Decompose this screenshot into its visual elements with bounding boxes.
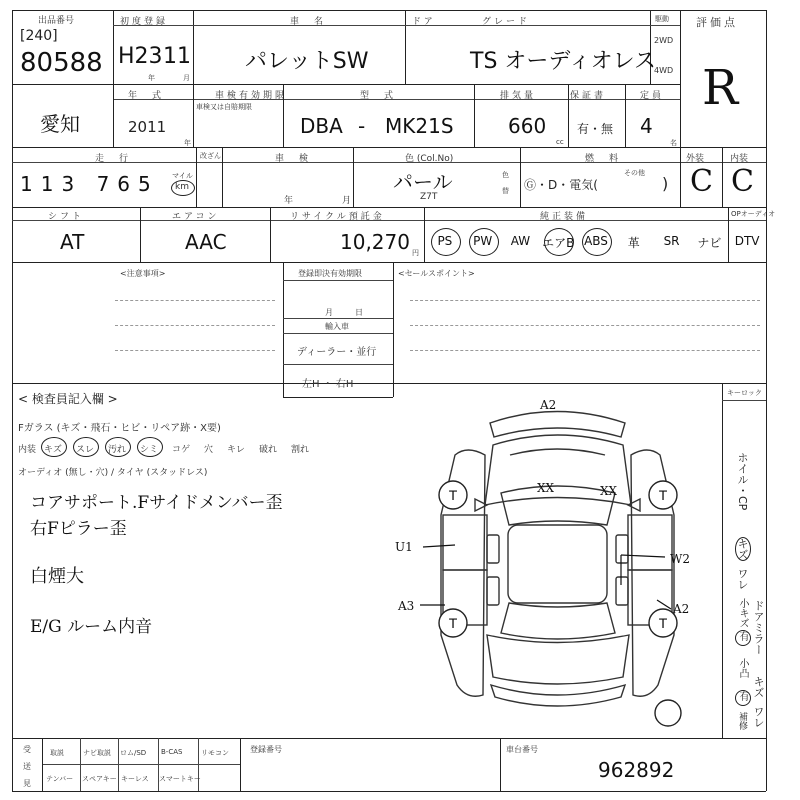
exterior-label: 外装: [686, 154, 705, 164]
handle: 左H ・ 右H: [302, 379, 354, 390]
color-code: Z7T: [420, 192, 438, 202]
frame-bottom: [12, 791, 766, 792]
interior-item: 割れ: [291, 445, 310, 455]
drive-2wd: 2WD: [654, 36, 674, 45]
divider: [240, 738, 241, 791]
divider: [115, 325, 275, 326]
divider: [113, 25, 680, 26]
divider: [118, 738, 119, 791]
inspection-label: 車 検: [275, 154, 312, 164]
key-panel-yes: 有: [737, 691, 748, 701]
divider: [283, 364, 393, 365]
footer-item: スマートキー: [159, 775, 201, 783]
footer-item: ロム/SD: [120, 749, 147, 757]
year-label: 年 式: [128, 91, 165, 101]
footer-left-2: 送: [23, 762, 31, 771]
inspection-month: 月: [342, 196, 352, 206]
divider: [283, 397, 393, 398]
interior-circle: [137, 437, 163, 457]
mileage-unit-km: km: [175, 182, 189, 192]
equipment-circle: [544, 228, 574, 256]
damage-mark-right: W2: [670, 552, 690, 566]
grade-label: グレード: [482, 17, 531, 27]
interior-circle: [73, 437, 99, 457]
divider: [113, 10, 114, 84]
displacement-unit: cc: [556, 138, 564, 146]
seal-label: 登録番号: [250, 745, 282, 754]
equipment-circle: [431, 228, 461, 256]
region: 愛知: [40, 112, 80, 136]
grade: TS オーディオレス: [470, 49, 656, 74]
interior-circle: [105, 437, 131, 457]
remarks-label: <注意事項>: [120, 269, 166, 278]
ac-label: エアコン: [172, 212, 220, 222]
month-label: 月: [325, 308, 333, 317]
recycle-fee: 10,270: [340, 230, 410, 254]
lot-number: 80588: [20, 48, 103, 78]
day-label: 日: [355, 308, 363, 317]
key-panel-mirror: ドアミラー: [752, 600, 765, 655]
interior-item: 汚れ: [108, 445, 127, 455]
fuel-other: その他: [624, 169, 645, 177]
equipment-item: 革: [627, 236, 640, 250]
equipment-item: DTV: [734, 234, 760, 248]
capacity-label: 定員: [640, 91, 665, 101]
warranty-label: 保証書: [570, 91, 607, 101]
exterior: C: [690, 164, 713, 199]
divider: [680, 10, 681, 147]
key-panel-scratch-2: キズ: [752, 676, 765, 698]
damage-mark-pillar: XX: [600, 484, 618, 498]
divider: [424, 207, 425, 262]
interior-item: キズ: [44, 445, 62, 455]
model-label: 型 式: [360, 91, 397, 101]
divider: [12, 738, 766, 739]
extra-label: OPオーディオ: [731, 210, 776, 218]
interior-item: キレ: [227, 445, 245, 455]
tire-mark: T: [448, 615, 458, 631]
equipment-item: PW: [473, 234, 493, 248]
divider: [283, 280, 393, 281]
interior-circle: [41, 437, 67, 457]
expiry-sub: 車検又は自賠期限: [196, 103, 252, 111]
equipment-item: SR: [663, 234, 680, 248]
equipment-item: ABS: [584, 234, 608, 248]
inspection-record-label: 登録即決有効期限: [298, 269, 362, 278]
year: 2011: [128, 118, 167, 136]
divider: [680, 147, 681, 207]
mileage-digit: 6: [117, 172, 139, 196]
displacement: 660: [508, 114, 547, 138]
shift-label: シフト: [48, 212, 85, 222]
divider: [193, 10, 194, 84]
first-reg-label: 初度登録: [120, 17, 169, 27]
warranty-value: 有・無: [577, 122, 614, 136]
damage-mark-roof: XX: [537, 481, 555, 495]
equipment-item: エアB: [542, 236, 575, 250]
divider: [12, 262, 766, 263]
divider: [393, 262, 394, 397]
interior-item: 破れ: [259, 445, 278, 455]
sales-point-label: <セールスポイント>: [398, 269, 475, 278]
divider: [12, 220, 766, 221]
chassis-number: 962892: [598, 758, 675, 782]
inspection-year: 年: [284, 196, 294, 206]
divider: [722, 383, 723, 738]
inspector-line3: オーディオ (無し・穴) / タイヤ (スタッドレス): [18, 468, 208, 478]
divider: [42, 738, 43, 791]
fuel-close: ): [662, 174, 669, 193]
color: パール: [393, 170, 453, 194]
divider: [568, 84, 569, 147]
divider: [42, 764, 240, 765]
divider: [722, 147, 723, 207]
handwritten-note-4: E/G ルーム内音: [30, 617, 153, 637]
shift: AT: [60, 230, 85, 254]
displacement-label: 排気量: [500, 91, 537, 101]
divider: [270, 207, 271, 262]
ac: AAC: [185, 230, 227, 254]
tire-mark: T: [658, 615, 668, 631]
drive-label: 駆動: [655, 15, 669, 23]
mileage-unit-mile: マイル: [172, 172, 193, 180]
divider: [283, 333, 393, 334]
recycle-label: リサイクル預託金: [290, 212, 385, 222]
first-reg-month-unit: 月: [183, 74, 190, 82]
mileage-digit: 7: [96, 172, 118, 196]
inspector-line2-label: 内装: [18, 445, 37, 455]
equip-label: 純正装備: [540, 212, 589, 222]
recycle-unit: 円: [412, 249, 419, 257]
chassis-label: 車台番号: [506, 745, 538, 754]
divider: [115, 300, 275, 301]
divider: [80, 738, 81, 791]
tire-mark: T: [658, 487, 668, 503]
interior-item: 穴: [204, 445, 214, 455]
divider: [283, 318, 393, 319]
footer-item: キーレス: [121, 775, 149, 783]
color-label: 色 (Col.No): [405, 154, 454, 164]
expiry-label: 車検有効期限: [215, 91, 288, 101]
divider: [222, 147, 223, 207]
divider: [474, 84, 475, 147]
divider: [625, 84, 626, 147]
divider: [410, 325, 760, 326]
import-label: 輸入車: [325, 322, 349, 331]
damage-mark-right-low: A2: [673, 602, 690, 616]
year-unit: 年: [184, 139, 191, 147]
damage-mark-left: U1: [395, 540, 413, 554]
mileage-digit: 1: [40, 172, 62, 196]
divider: [410, 350, 760, 351]
divider: [113, 84, 114, 147]
lot-label: 出品番号: [38, 16, 75, 26]
mileage: [20, 172, 159, 196]
lot-bracket: [240]: [20, 28, 58, 44]
key-panel-repair: 補修: [737, 712, 747, 730]
divider: [12, 383, 766, 384]
divider: [353, 147, 354, 207]
footer-item: リモコン: [201, 749, 229, 757]
mileage-digit: 1: [20, 172, 41, 196]
key-panel-wheel: ホイル・CP: [736, 452, 749, 511]
handwritten-note-1: コアサポート.Fサイドメンバー歪: [30, 493, 283, 513]
footer-item: テンバー: [46, 775, 74, 783]
divider: [500, 738, 501, 791]
first-reg-month: 11: [163, 44, 191, 69]
fuel-label: 燃 料: [585, 154, 622, 164]
inspector-title: < 検査員記入欄 >: [18, 392, 118, 406]
round-stamp: [655, 700, 681, 726]
divider: [12, 147, 766, 148]
drive-4wd: 4WD: [654, 66, 674, 75]
footer-item: B-CAS: [161, 748, 183, 756]
frame-left: [12, 10, 13, 791]
footer-left-1: 受: [23, 745, 31, 754]
equipment-circle: [469, 228, 499, 256]
divider: [520, 147, 521, 207]
model-prefix: DBA: [300, 114, 343, 138]
interior-item: スレ: [76, 445, 95, 455]
divider: [405, 10, 406, 84]
first-reg-year-unit: 年: [148, 74, 155, 82]
model-code: MK21S: [385, 114, 454, 138]
inspector-line1: Fガラス (キズ・飛石・ヒビ・リペア跡・X要): [18, 423, 221, 434]
capacity-unit: 名: [670, 139, 677, 147]
door-label: ドア: [412, 17, 436, 27]
divider: [722, 400, 766, 401]
fuel-options: Ⓖ・D・電気(: [524, 178, 598, 192]
frame-right: [766, 10, 767, 791]
divider: [193, 84, 194, 147]
key-panel-crack: ワレ: [736, 568, 749, 590]
key-panel-crack-2: ワレ: [752, 706, 765, 728]
meter-label: 改ざん: [200, 152, 221, 160]
divider: [115, 350, 275, 351]
score: R: [702, 60, 739, 116]
equipment-item: PS: [437, 234, 453, 248]
frame-top: [12, 10, 766, 11]
key-panel-yes: 有: [737, 631, 748, 641]
divider: [196, 147, 197, 207]
dealer: ディーラー・並行: [297, 347, 377, 358]
footer-left-3: 見: [23, 779, 31, 788]
first-reg-value: H23: [118, 44, 163, 69]
key-panel-small-scratch: 小キズ: [737, 598, 748, 628]
equipment-circle: [582, 228, 612, 256]
equipment-item: ナビ: [697, 236, 722, 250]
color-change-2: 替: [502, 187, 509, 195]
interior-item: コゲ: [172, 445, 191, 455]
interior: C: [731, 164, 754, 199]
footer-item: スペアキー: [82, 775, 117, 783]
mileage-label: 走 行: [95, 154, 132, 164]
equipment-item: AW: [510, 234, 531, 248]
handwritten-note-2: 右Fピラー歪: [30, 519, 127, 539]
key-panel-label: キーロック: [727, 389, 762, 397]
key-panel-small-dent: 小凸: [737, 658, 748, 678]
damage-mark-front: A2: [540, 398, 557, 412]
mileage-digit: 5: [138, 172, 159, 196]
mileage-digit: 3: [61, 172, 83, 196]
interior-label: 内装: [730, 154, 749, 164]
interior-item: シミ: [140, 445, 159, 455]
tire-mark: T: [448, 487, 458, 503]
key-panel-scratch: キズ: [736, 538, 749, 560]
divider: [140, 207, 141, 262]
color-change-1: 色: [502, 171, 509, 179]
car-diagram: [395, 395, 720, 735]
footer-item: ナビ取説: [83, 749, 111, 757]
car-name: パレットSW: [245, 49, 369, 74]
handwritten-note-3: 白煙大: [30, 566, 84, 587]
divider: [283, 262, 284, 397]
divider: [12, 207, 766, 208]
model-dash: -: [358, 114, 366, 138]
damage-mark-left-low: A3: [398, 599, 415, 613]
name-label: 車 名: [290, 17, 327, 27]
footer-item: 取説: [50, 749, 64, 757]
score-label: 評価点: [696, 16, 738, 29]
capacity: 4: [640, 114, 653, 138]
divider: [410, 300, 760, 301]
